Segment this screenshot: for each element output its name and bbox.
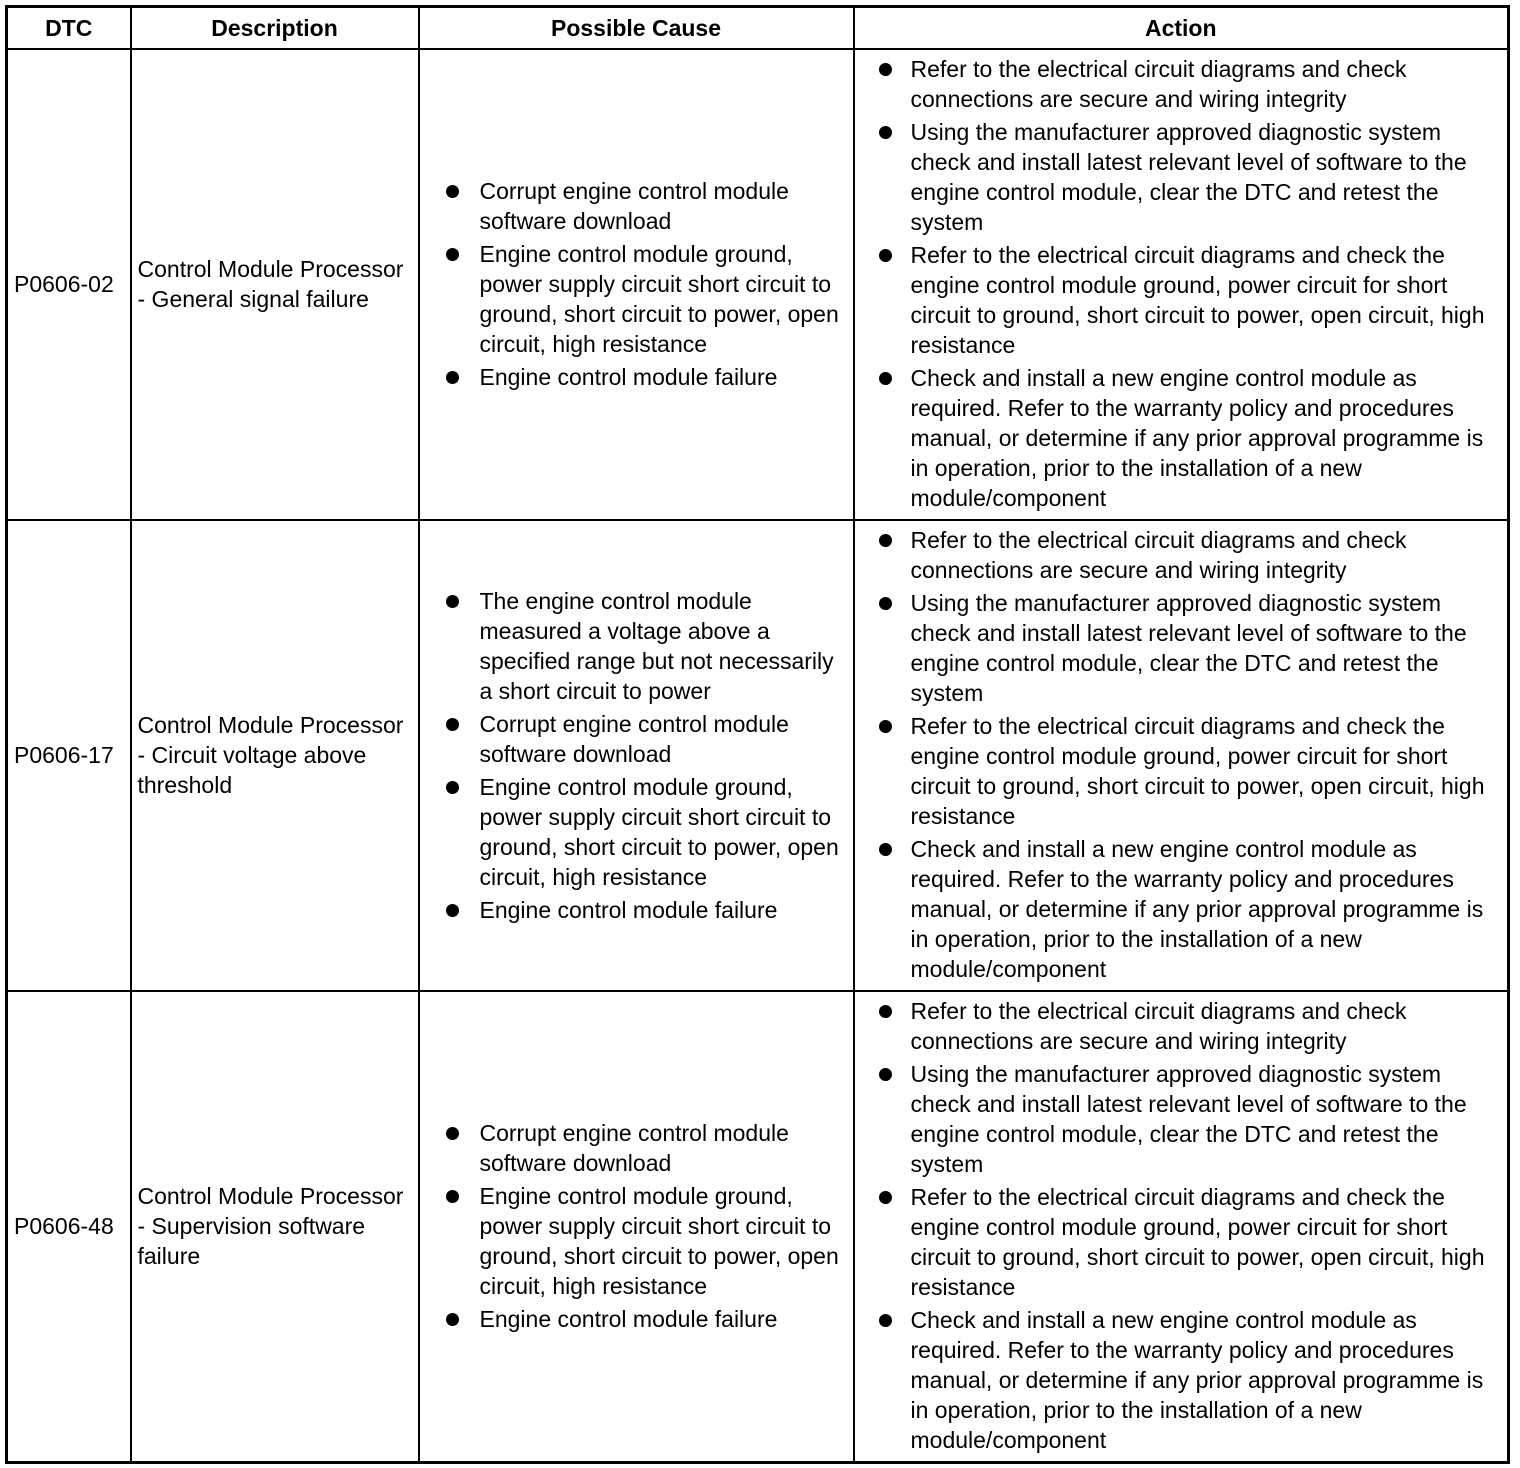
possible-cause-cell — [419, 49, 854, 520]
bullet-icon — [446, 1190, 459, 1203]
possible-cause-cell — [419, 520, 854, 991]
header-possible-cause: Possible Cause — [419, 7, 854, 49]
list-item — [861, 996, 1504, 1056]
list-item — [426, 709, 843, 769]
bullet-icon — [879, 1005, 892, 1018]
action-text: Check and install a new engine control module as required. Refer to the warranty policy and procedures manual, or determine if any prior approval programme is in operation, prior to the installation of a new module/component — [910, 835, 1484, 982]
action-list — [861, 54, 1504, 513]
list-item — [861, 117, 1504, 237]
list-item — [861, 588, 1504, 708]
action-list — [861, 525, 1504, 984]
bullet-icon — [879, 63, 892, 76]
action-text: Refer to the electrical circuit diagrams and check connections are secure and wiring integrity — [910, 997, 1407, 1054]
header-row — [7, 7, 1509, 49]
dtc-code: P0606-17 — [7, 520, 131, 991]
list-item — [426, 895, 843, 925]
bullet-icon — [446, 904, 459, 917]
bullet-icon — [446, 718, 459, 731]
action-text: Refer to the electrical circuit diagrams and check the engine control module ground, power circuit for short circuit to ground, short circuit to power, open circuit, high resistance — [910, 1183, 1485, 1300]
list-item — [861, 1059, 1504, 1179]
list-item — [426, 176, 843, 236]
action-cell — [854, 991, 1509, 1463]
cause-text: Corrupt engine control module software download — [479, 1120, 789, 1176]
list-item — [426, 1181, 843, 1301]
cause-text: Engine control module ground, power supply circuit short circuit to ground, short circuit to power, open circuit, high resistance — [479, 773, 839, 890]
bullet-icon — [446, 371, 459, 384]
dtc-description: Control Module Processor - Supervision software failure — [131, 991, 419, 1463]
cause-text: Corrupt engine control module software download — [479, 710, 789, 767]
possible-cause-cell — [419, 991, 854, 1463]
action-text: Using the manufacturer approved diagnostic system check and install latest relevant level of software to the engine control module, clear the DTC and retest the system — [910, 118, 1467, 235]
dtc-code: P0606-48 — [7, 991, 131, 1463]
header-action: Action — [854, 7, 1509, 49]
list-item — [426, 1304, 843, 1334]
cause-text: Corrupt engine control module software download — [479, 178, 789, 234]
table-row — [7, 520, 1509, 991]
bullet-icon — [879, 1191, 892, 1204]
bullet-icon — [446, 1313, 459, 1326]
dtc-code: P0606-02 — [7, 49, 131, 520]
bullet-icon — [446, 185, 459, 198]
cause-text: Engine control module ground, power supply circuit short circuit to ground, short circuit to power, open circuit, high resistance — [479, 1183, 839, 1299]
cause-text: Engine control module failure — [479, 896, 778, 923]
list-item — [426, 586, 843, 706]
list-item — [861, 525, 1504, 585]
bullet-icon — [879, 843, 892, 856]
list-item — [861, 711, 1504, 831]
bullet-icon — [879, 720, 892, 733]
list-item — [861, 54, 1504, 114]
header-description: Description — [131, 7, 419, 49]
action-text: Refer to the electrical circuit diagrams and check the engine control module ground, power circuit for short circuit to ground, short circuit to power, open circuit, high resistance — [910, 712, 1485, 829]
list-item — [861, 1305, 1504, 1455]
bullet-icon — [879, 372, 892, 385]
action-text: Refer to the electrical circuit diagrams and check connections are secure and wiring integrity — [910, 55, 1407, 112]
bullet-icon — [879, 126, 892, 139]
bullet-icon — [446, 248, 459, 261]
list-item — [426, 362, 843, 392]
bullet-icon — [446, 1127, 459, 1140]
list-item — [426, 1118, 843, 1178]
header-dtc: DTC — [7, 7, 131, 49]
action-text: Using the manufacturer approved diagnostic system check and install latest relevant level of software to the engine control module, clear the DTC and retest the system — [910, 1060, 1467, 1177]
cause-text: Engine control module ground, power supply circuit short circuit to ground, short circuit to power, open circuit, high resistance — [479, 241, 839, 357]
cause-text: Engine control module failure — [479, 1306, 778, 1332]
action-text: Refer to the electrical circuit diagrams and check the engine control module ground, power circuit for short circuit to ground, short circuit to power, open circuit, high resistance — [910, 241, 1485, 358]
bullet-icon — [446, 781, 459, 794]
table-row — [7, 49, 1509, 520]
cause-text: Engine control module failure — [479, 364, 778, 390]
bullet-icon — [879, 1068, 892, 1081]
dtc-description: Control Module Processor - Circuit voltage above threshold — [131, 520, 419, 991]
action-list — [861, 996, 1504, 1455]
action-cell — [854, 520, 1509, 991]
possible-cause-list — [426, 1118, 843, 1334]
bullet-icon — [879, 597, 892, 610]
bullet-icon — [879, 249, 892, 262]
possible-cause-list — [426, 176, 843, 392]
list-item — [426, 239, 843, 359]
list-item — [861, 834, 1504, 984]
action-text: Using the manufacturer approved diagnostic system check and install latest relevant level of software to the engine control module, clear the DTC and retest the system — [910, 589, 1467, 706]
table-header — [7, 7, 1509, 49]
list-item — [861, 240, 1504, 360]
list-item — [861, 363, 1504, 513]
action-text: Check and install a new engine control module as required. Refer to the warranty policy and procedures manual, or determine if any prior approval programme is in operation, prior to the installation of a new module/component — [910, 364, 1484, 511]
bullet-icon — [446, 595, 459, 608]
action-text: Check and install a new engine control module as required. Refer to the warranty policy and procedures manual, or determine if any prior approval programme is in operation, prior to the installation of a new module/component — [910, 1306, 1484, 1453]
action-cell — [854, 49, 1509, 520]
dtc-description: Control Module Processor - General signal failure — [131, 49, 419, 520]
action-text: Refer to the electrical circuit diagrams and check connections are secure and wiring integrity — [910, 526, 1407, 583]
list-item — [426, 772, 843, 892]
possible-cause-list — [426, 586, 843, 925]
list-item — [861, 1182, 1504, 1302]
dtc-table — [5, 5, 1510, 1464]
bullet-icon — [879, 1314, 892, 1327]
table-row — [7, 991, 1509, 1463]
bullet-icon — [879, 534, 892, 547]
cause-text: The engine control module measured a voltage above a specified range but not necessarily a short circuit to power — [479, 587, 834, 704]
